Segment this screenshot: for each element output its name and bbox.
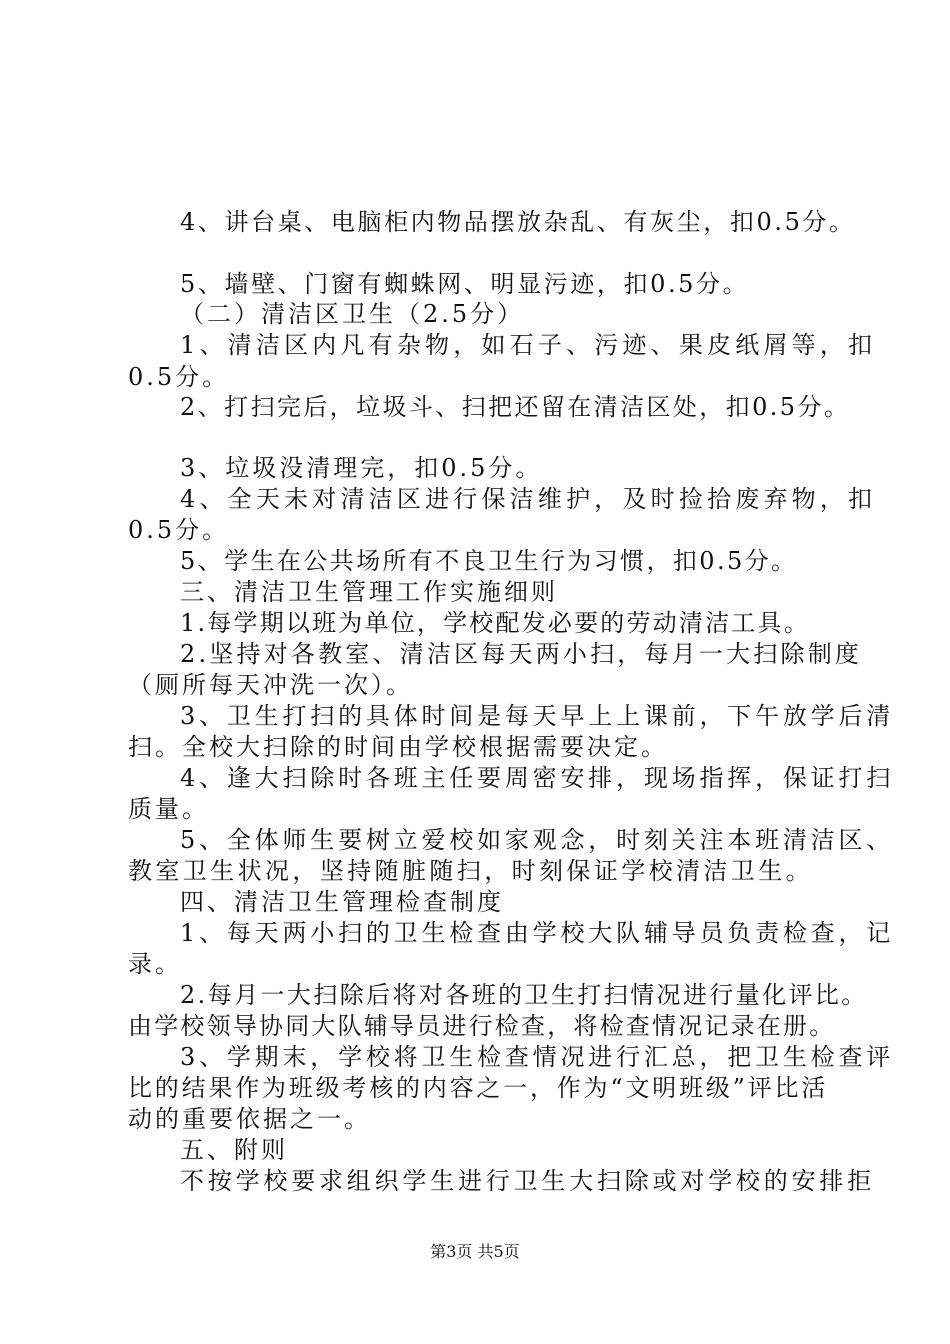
text-line: 5、学生在公共场所有不良卫生行为习惯，扣0.5分。 (180, 547, 798, 575)
section-heading: 四、清洁卫生管理检查制度 (180, 888, 504, 916)
text-line: 录。 (128, 950, 182, 978)
text-line: 5、墙壁、门窗有蜘蛛网、明显污迹，扣0.5分。 (180, 270, 750, 298)
text-line: 质量。 (128, 795, 209, 823)
text-line: 2.坚持对各教室、清洁区每天两小扫，每月一大扫除制度 (180, 640, 863, 668)
text-line: 2.每月一大扫除后将对各班的卫生打扫情况进行量化评比。 (180, 981, 868, 1009)
page-footer: 第3页 共5页 (430, 1242, 520, 1261)
text-line: 1.每学期以班为单位，学校配发必要的劳动清洁工具。 (180, 609, 810, 637)
text-line: 由学校领导协同大队辅导员进行检查，将检查情况记录在册。 (128, 1012, 836, 1040)
text-line: 不按学校要求组织学生进行卫生大扫除或对学校的安排拒 (180, 1167, 875, 1195)
text-line: 4、讲台桌、电脑柜内物品摆放杂乱、有灰尘，扣0.5分。 (180, 208, 856, 236)
text-line: （厕所每天冲洗一次）。 (128, 671, 413, 699)
text-line: 5、全体师生要树立爱校如家观念，时刻关注本班清洁区、 (180, 826, 895, 854)
text-line: 3、卫生打扫的具体时间是每天早上上课前，下午放学后清 (180, 702, 895, 730)
text-line: 比的结果作为班级考核的内容之一，作为“文明班级”评比活 (128, 1074, 829, 1102)
text-line: 教室卫生状况，坚持随脏随扫，时刻保证学校清洁卫生。 (128, 857, 813, 885)
text-line: 动的重要依据之一。 (128, 1105, 371, 1133)
text-line: 2、打扫完后，垃圾斗、扫把还留在清洁区处，扣0.5分。 (180, 393, 851, 421)
text-line: 4、全天未对清洁区进行保洁维护，及时捡拾废弃物，扣 (180, 485, 877, 513)
text-line: （二）清洁区卫生（2.5分） (180, 300, 525, 328)
text-line: 4、逢大扫除时各班主任要周密安排，现场指挥，保证打扫 (180, 764, 895, 792)
text-line: 3、垃圾没清理完，扣0.5分。 (180, 454, 543, 482)
section-heading: 三、清洁卫生管理工作实施细则 (180, 578, 558, 606)
text-line: 扫。全校大扫除的时间由学校根据需要决定。 (128, 733, 668, 761)
text-line: 3、学期末，学校将卫生检查情况进行汇总，把卫生检查评 (180, 1043, 895, 1071)
text-line: 1、每天两小扫的卫生检查由学校大队辅导员负责检查，记 (180, 919, 895, 947)
text-line: 0.5分。 (128, 516, 230, 544)
text-line: 1、清洁区内凡有杂物，如石子、污迹、果皮纸屑等，扣 (180, 331, 877, 359)
text-line: 0.5分。 (128, 363, 230, 391)
section-heading: 五、附则 (180, 1136, 288, 1164)
